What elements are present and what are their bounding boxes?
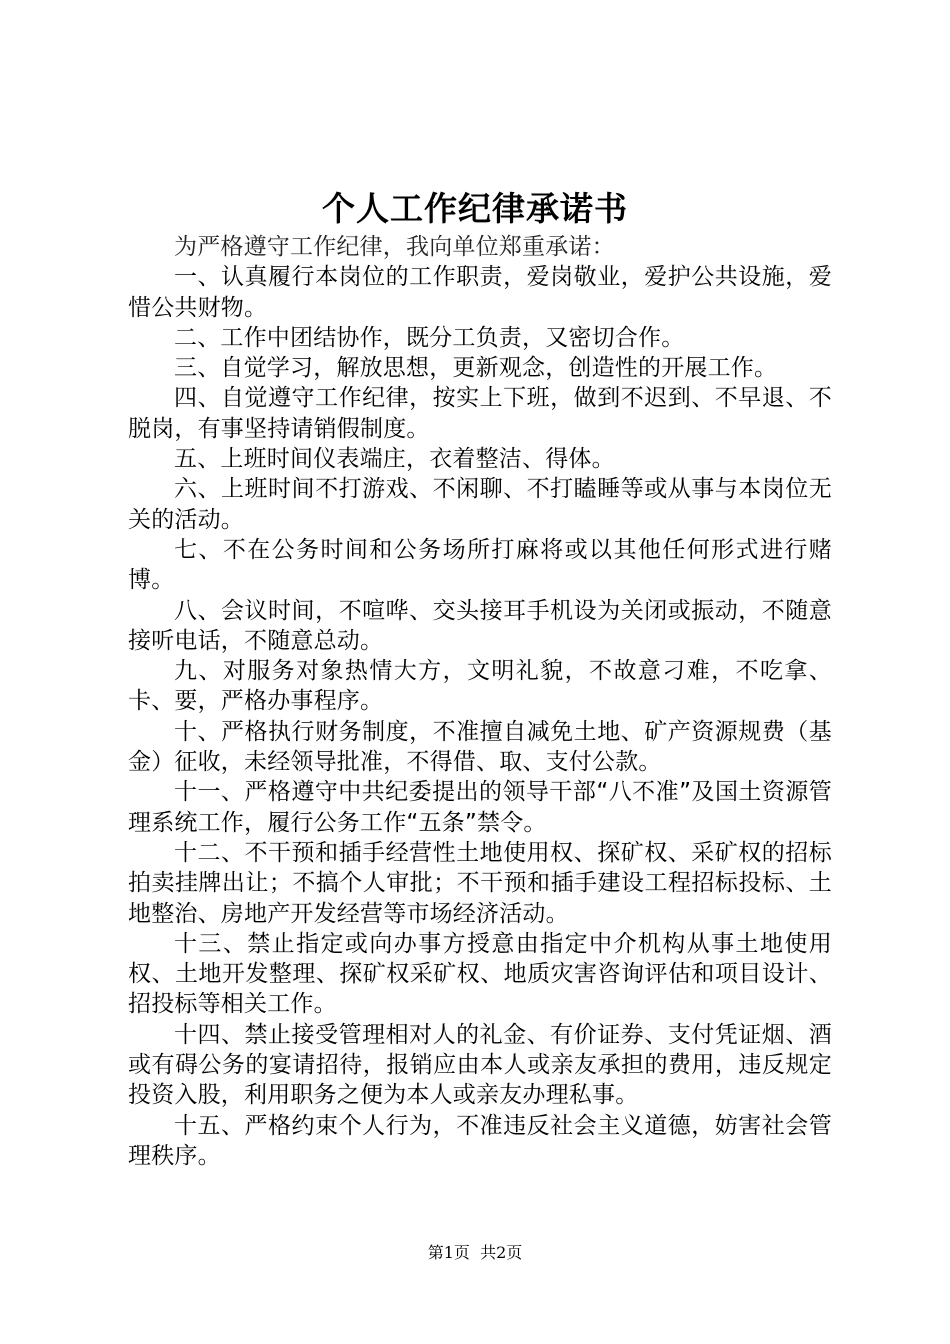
pledge-item-2: 二、工作中团结协作，既分工负责，又密切合作。 <box>174 324 685 351</box>
document-title: 个人工作纪律承诺书 <box>322 189 628 228</box>
page-footer <box>0 1242 950 1264</box>
pledge-item-8: 八、会议时间，不喧哗、交头接耳手机设为关闭或振动，不随意接听电话，不随意总动。 <box>128 597 832 654</box>
pledge-item-10: 十、严格执行财务制度，不准擅自减免土地、矿产资源规费（基金）征收，未经领导批准，不得借、取、支付公款。 <box>128 718 832 776</box>
pledge-item-1: 一、认真履行本岗位的工作职责，爱岗敬业，爱护公共设施，爱惜公共财物。 <box>128 264 832 321</box>
pledge-item-9: 九、对服务对象热情大方，文明礼貌，不故意刁难，不吃拿、卡、要，严格办事程序。 <box>128 658 832 715</box>
pledge-item-14: 十四、禁止接受管理相对人的礼金、有价证券、支付凭证烟、酒或有碍公务的宴请招待，报销应由本人或亲友承担的费用，违反规定投资入股，利用职务之便为本人或亲友办理私事。 <box>128 1021 832 1109</box>
page-total: 共2页 <box>480 1243 523 1262</box>
pledge-item-11: 十一、严格遵守中共纪委提出的领导干部“八不准”及国土资源管理系统工作，履行公务工作“五条”禁令。 <box>128 779 832 836</box>
pledge-item-4: 四、自觉遵守工作纪律，按实上下班，做到不迟到、不早退、不脱岗，有事坚持请销假制度。 <box>128 385 832 442</box>
pledge-item-15: 十五、严格约束个人行为，不准违反社会主义道德，妨害社会管理秩序。 <box>128 1112 832 1169</box>
pledge-item-12: 十二、不干预和插手经营性土地使用权、探矿权、采矿权的招标拍卖挂牌出让；不搞个人审批；不干预和插手建设工程招标投标、土地整治、房地产开发经营等市场经济活动。 <box>128 839 832 927</box>
pledge-item-6: 六、上班时间不打游戏、不闲聊、不打瞌睡等或从事与本岗位无关的活动。 <box>128 476 832 533</box>
pledge-item-7: 七、不在公务时间和公务场所打麻将或以其他任何形式进行赌博。 <box>128 536 832 594</box>
document-body <box>128 232 832 1171</box>
pledge-item-5: 五、上班时间仪表端庄，衣着整洁、得体。 <box>174 446 615 473</box>
footer-spacer <box>470 1243 480 1262</box>
intro-paragraph: 为严格遵守工作纪律，我向单位郑重承诺： <box>174 234 615 260</box>
page-number: 第1页 <box>427 1243 470 1262</box>
pledge-item-13: 十三、禁止指定或向办事方授意由指定中介机构从事土地使用权、土地开发整理、探矿权采矿权、地质灾害咨询评估和项目设计、招投标等相关工作。 <box>128 930 832 1018</box>
pledge-item-3: 三、自觉学习，解放思想，更新观念，创造性的开展工作。 <box>174 355 778 382</box>
